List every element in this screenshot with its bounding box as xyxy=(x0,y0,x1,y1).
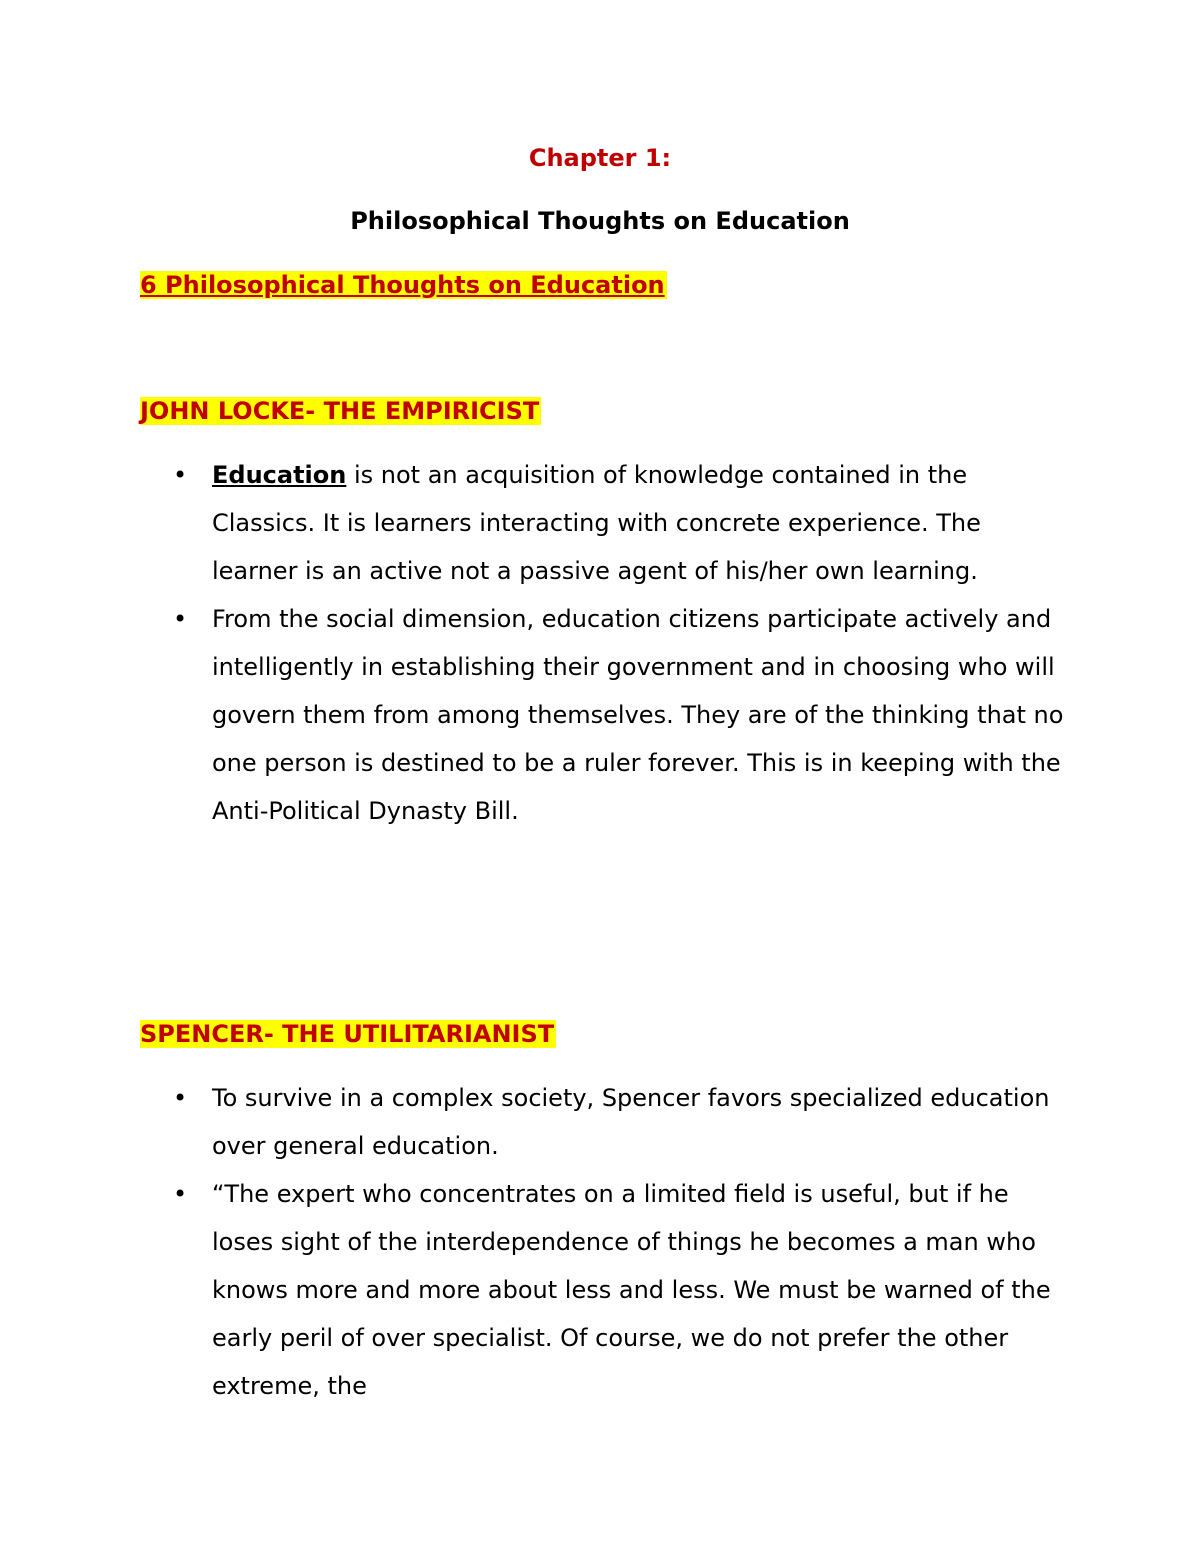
list-item-text: From the social dimension, education citizens participate actively and intelligently in establishing their government and in choosing who will govern them from among themselves. They are of the thinking that no one person is destined to be a ruler forever. This is in keeping with the Anti-Political Dynasty Bill. xyxy=(212,605,1064,825)
section-heading-text: JOHN LOCKE- THE EMPIRICIST xyxy=(140,397,540,425)
section-heading-spencer xyxy=(140,1016,556,1052)
document-heading-text: 6 Philosophical Thoughts on Education xyxy=(140,271,665,299)
bullet-icon: • xyxy=(173,605,188,633)
key-term: Education xyxy=(212,461,347,489)
bullet-icon: • xyxy=(173,1084,188,1112)
list-item-text: “The expert who concentrates on a limited field is useful, but if he loses sight of the interdependence of things he becomes a man who knows more and more about less and less. We must be warned of the early peril of over specialist. Of course, we do not prefer the other extreme, the xyxy=(212,1180,1051,1400)
list-item xyxy=(140,1170,1070,1410)
bullet-list-spencer xyxy=(140,1074,1070,1410)
list-item-text: is not an acquisition of knowledge contained in the Classics. It is learners interacting with concrete experience. The learner is an active not a passive agent of his/her own learning. xyxy=(212,461,981,585)
bullet-icon: • xyxy=(173,461,188,489)
list-item xyxy=(140,595,1070,835)
bullet-icon: • xyxy=(173,1180,188,1208)
list-item xyxy=(140,451,1070,595)
chapter-label: Chapter 1: xyxy=(528,144,672,172)
list-item xyxy=(140,1074,1070,1170)
section-heading-text: SPENCER- THE UTILITARIANIST xyxy=(140,1020,555,1048)
document-heading xyxy=(140,267,667,303)
list-item-text: To survive in a complex society, Spencer favors specialized education over general education. xyxy=(212,1084,1050,1160)
document-title: Philosophical Thoughts on Education xyxy=(350,207,850,235)
section-heading-locke xyxy=(140,393,541,429)
bullet-list-locke xyxy=(140,451,1070,835)
